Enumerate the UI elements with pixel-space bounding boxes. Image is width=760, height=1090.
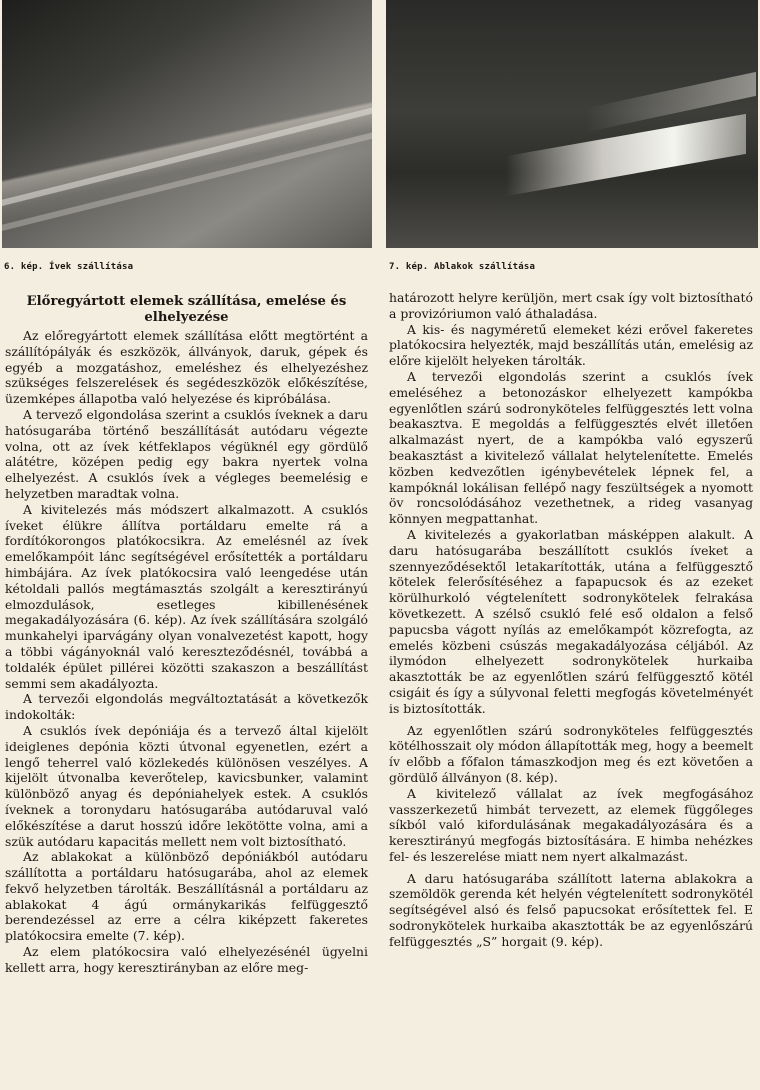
left-column [5, 288, 368, 976]
paragraph: Az egyenlőtlen szárú sodronyköteles felfüggesztés kötélhosszait oly módon állapították meg, hogy a beemelt ív előbb a főfalon támaszkodjon meg és ezt követően a gördülő állványon (8. kép). [389, 722, 753, 785]
paragraph: A kis- és nagyméretű elemeket kézi erővel fakeretes platókocsira helyezték, majd beszállítás után, emelésig az előre kijelölt helyeken tárolták. [389, 321, 753, 369]
paragraph: A tervező elgondolása szerint a csuklós íveknek a daru hatósugarába történő beszállítását autódaru végezte volna, ott az ívek kétfeklapos végüknél egy gördülő alátétre, középen pedig egy bakra nyertek volna elhelyezést. A csuklós ívek a végleges beemelésig e helyzetben maradtak volna. [5, 406, 368, 501]
paragraph: Az elem platókocsira való elhelyezésénél ügyelni kellett arra, hogy keresztirányban az előre meg- [5, 944, 368, 975]
paragraph: A daru hatósugarába szállított laterna ablakokra a szemöldök gerenda két helyén végtelenített sodronykötél segítségével alsó és felső papucsokat erősítettek fel. E sodronykötelek hurkaiba akasztották be az egyenlőszárú felfüggesztés „S” horgait (9. kép). [389, 870, 753, 949]
section-heading: Előregyártott elemek szállítása, emelése és elhelyezése [26, 294, 347, 325]
right-column [389, 290, 753, 950]
paragraph: A tervezői elgondolás megváltoztatását a következők indokolták: [5, 691, 368, 723]
figure-6-caption: 6. kép. Ívek szállítása [4, 262, 134, 272]
paragraph: határozott helyre kerüljön, mert csak így volt biztosítható a provizóriumon való áthaladása. [389, 290, 753, 321]
paragraph: A kivitelezés más módszert alkalmazott. A csuklós íveket élükre állítva portáldaru emelte rá a fordítókorongos platókocsikra. Az emelésnél az ívek emelőkampóit lánc segítségével erősítették a portáldaru himbájára. Az ívek platókocsira való leengedése után kétoldali pallós megtámasztás szolgált a keresztirányú elmozdulások, esetleges kibillenésének megakadályozására (6. kép). Az ívek szállítására szolgáló munkahelyi iparvágány olyan vonalvezetést kapott, hogy a többi vágányoknál való kereszteződésnél, továbbá a toldalék épület pillérei közötti szakaszon a beszállítást semmi sem akadályozta. [5, 501, 368, 691]
paragraph: A kivitelezés a gyakorlatban másképpen alakult. A daru hatósugarába beszállított csuklós íveket a szennyeződésektől letakarították, utána a felfüggesztő kötelek felerősítéséhez a fapapucsok és az ezeket körülhurkoló végtelenített sodronykötelek felrakása következett. A szélső csukló felé eső oldalon a felső papucsba vágott nyílás az emelőkampót közrefogta, az emelés közbeni csúszás megakadályozása céljából. Az ilymódon elhelyezett sodronykötelek hurkaiba akasztották be az egyenlőtlen szárú felfüggesztő kötél csigáit és így a súlyvonal feletti megfogás követelményét is biztosították. [389, 526, 753, 716]
paragraph: A tervezői elgondolás szerint a csuklós ívek emeléséhez a betonozáskor elhelyezett kampókba egyenlőtlen szárú sodronyköteles felfüggesztés lett volna beakasztva. E megoldás a felfüggesztés elvét illetően alkalmazást nyert, de a kampókba való egyszerű beakasztást a kivitelező vállalat helytelenítette. Emelés közben kedvezőtlen igénybevételek lépnek fel, a kampóknál lokálisan fellépő nagy feszültségek a nyomott öv roncsolódásához vezethetnek, a rideg vasanyag könnyen megpattanhat. [389, 368, 753, 527]
paragraph: Az előregyártott elemek szállítása előtt megtörtént a szállítópályák és eszközök, állványok, daruk, gépek és egyéb a mozgatáshoz, emeléshez és elhelyezéshez szükséges felszerelések és segédeszközök előkészítése, üzemképes állapotba való helyezése és kipróbálása. [5, 328, 368, 407]
figure-6-photo [2, 0, 372, 248]
figure-7-photo [386, 0, 758, 248]
figure-7-caption: 7. kép. Ablakok szállítása [389, 262, 536, 272]
paragraph: Az ablakokat a különböző depóniákból autódaru szállította a portáldaru hatósugarába, ahol az elemek fekvő helyzetben tárolták. Beszállításnál a portáldaru az ablakokat 4 ágú ormánykarikás felfüggesztő berendezéssel az erre a célra kiképzett fakeretes platókocsira emelte (7. kép). [5, 849, 368, 944]
paragraph: A csuklós ívek depóniája és a tervező által kijelölt ideiglenes depónia közti útvonal egyenetlen, ezért a lengő teherrel való közlekedés különösen veszélyes. A kijelölt útvonalba keverőtelep, kavicsbunker, valamint különböző anyag és depóniahelyek estek. A csuklós íveknek a toronydaru hatósugarába autódaruval való előkészítése a darut hosszú időre lekötötte volna, ami a szük autódaru kapacitás mellett nem volt biztosítható. [5, 722, 368, 849]
paragraph: A kivitelező vállalat az ívek megfogásához vasszerkezetű himbát tervezett, az elemek függőleges síkból való kifordulásának megakadályozására és a keresztirányú megfogás biztosítására. E himba nehézkes fel- és leszerelése miatt nem nyert alkalmazást. [389, 785, 753, 864]
